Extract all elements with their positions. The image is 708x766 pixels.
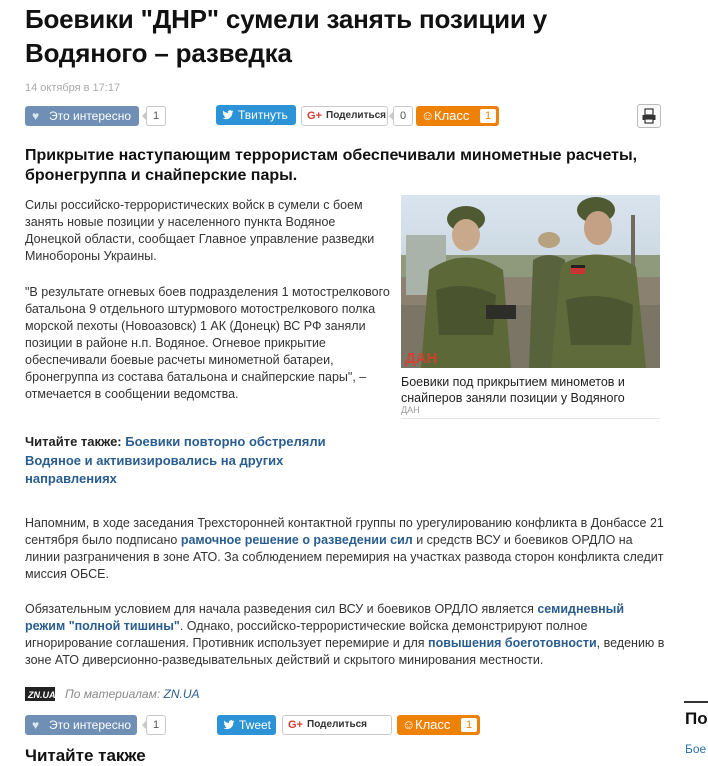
twitter-bird-icon (223, 719, 235, 731)
photo-caption: Боевики под прикрытием минометов и снайперов заняли позиции у Водяного (401, 375, 625, 405)
like-button-bottom-label: Это интересно (49, 718, 132, 732)
tweet-button-bottom-label: Tweet (239, 718, 272, 732)
ok-class-count: 1 (480, 109, 496, 123)
twitter-bird-icon (222, 109, 234, 121)
photo-source: ДАН (401, 405, 420, 415)
svg-text:ZN.UA: ZN.UA (28, 690, 55, 700)
google-share-button-bottom[interactable] (282, 715, 392, 735)
paragraph-4-text-c: , ведению в зоне АТО диверсионно-разведывательных действий и скрытого минирования местности. (25, 636, 665, 667)
article-photo[interactable] (401, 195, 660, 368)
paragraph-3-text-b: и средств ВСУ и боевиков ОРДЛО на линии разграничения в зоне АТО. За соблюдением перемирия на участках развода сторон конфликта следит миссия ОБСЕ. (25, 533, 664, 581)
print-button[interactable] (637, 104, 661, 128)
paragraph-1: Силы российско-террористических войск в сумели с боем занять новые позиции у населенного пункта Водяное Донецкой области, сообщает Главное управление разведки Минобороны Украины. (25, 198, 375, 263)
tweet-button[interactable] (216, 105, 296, 125)
sidebar-divider (684, 701, 708, 703)
tweet-button-bottom[interactable] (217, 715, 276, 735)
heart-icon: ♥ (32, 109, 40, 123)
read-also-label: Читайте также: (25, 434, 126, 449)
caption-divider (401, 418, 660, 419)
photo-watermark: ДАН (405, 350, 438, 367)
paragraph-4 (25, 601, 665, 669)
paragraph-4-text-a: Обязательным условием для начала разведения сил ВСУ и боевиков ОРДЛО является (25, 602, 538, 616)
paragraph-2: "В результате огневых боев подразделения 1 мотострелкового батальона 9 отдельного штурмового мотострелкового полка морской пехоты (Новоазовск) 1 АК (Донецк) ВС РФ заняли позиции в районе н.п. Водяное. Огневое прикрытие обеспечивали боевые расчеты минометной батареи, бронегруппа из состава батальона и снайперские пары", – отмечается в сообщении ведомства. (25, 285, 390, 401)
read-also-block (25, 433, 355, 489)
heart-icon: ♥ (32, 718, 40, 732)
google-share-label: Поделиться (326, 110, 387, 121)
article-title: Боевики "ДНР" сумели занять позиции у Водяного – разведка (25, 4, 547, 68)
google-plus-icon: G+ (307, 110, 322, 122)
soldiers-photo (401, 195, 660, 368)
paragraph-3 (25, 515, 665, 583)
source-link[interactable]: ZN.UA (163, 687, 200, 701)
framework-decision-link[interactable]: рамочное решение о разведении сил (180, 533, 413, 547)
ok-class-label: Класс (434, 108, 470, 123)
google-share-count: 0 (393, 106, 413, 126)
read-also-link[interactable]: Боевики повторно обстреляли Водяное и активизировались на других направлениях (25, 434, 326, 486)
google-share-button[interactable] (301, 106, 388, 126)
silence-regime-link[interactable]: семидневный режим "полной тишины" (25, 602, 625, 633)
ok-class-button-bottom[interactable] (397, 715, 480, 735)
read-also-heading: Читайте также (25, 746, 146, 765)
paragraph-4-text-b: . Однако, российско-террористические войска демонстрируют полное игнорирование соглашения. Противник использует перемирие и для (25, 619, 588, 650)
google-share-bottom-label: Поделиться (307, 719, 368, 730)
like-button-bottom[interactable] (25, 715, 137, 735)
ok-class-button[interactable] (416, 106, 499, 126)
odnoklassniki-icon: ☺ (402, 717, 416, 732)
ok-class-bottom-label: Класс (415, 717, 451, 732)
printer-icon (638, 105, 660, 127)
sidebar-link[interactable]: Бое (685, 742, 707, 756)
article-lead: Прикрытие наступающим террористам обеспечивали минометные расчеты, бронегруппа и снайперские пары. (25, 147, 638, 184)
sidebar-heading: По (685, 709, 708, 728)
like-button-label: Это интересно (49, 109, 132, 123)
ok-class-count-bottom: 1 (461, 718, 477, 732)
source-label: По материалам: (65, 687, 164, 701)
zn-ua-logo (25, 687, 55, 701)
google-plus-icon: G+ (288, 719, 303, 731)
paragraph-3-text-a: Напомним, в ходе заседания Трехсторонней контактной группы по урегулированию конфликта в Донбассе 21 сентября было подписано (25, 516, 664, 547)
publish-date: 14 октября в 17:17 (25, 82, 121, 94)
like-count: 1 (146, 106, 166, 126)
odnoklassniki-icon: ☺ (421, 108, 435, 123)
like-count-bottom: 1 (146, 715, 166, 735)
like-button[interactable] (25, 106, 139, 126)
tweet-button-label: Твитнуть (238, 108, 288, 122)
combat-readiness-link[interactable]: повышения боеготовности (428, 636, 597, 650)
